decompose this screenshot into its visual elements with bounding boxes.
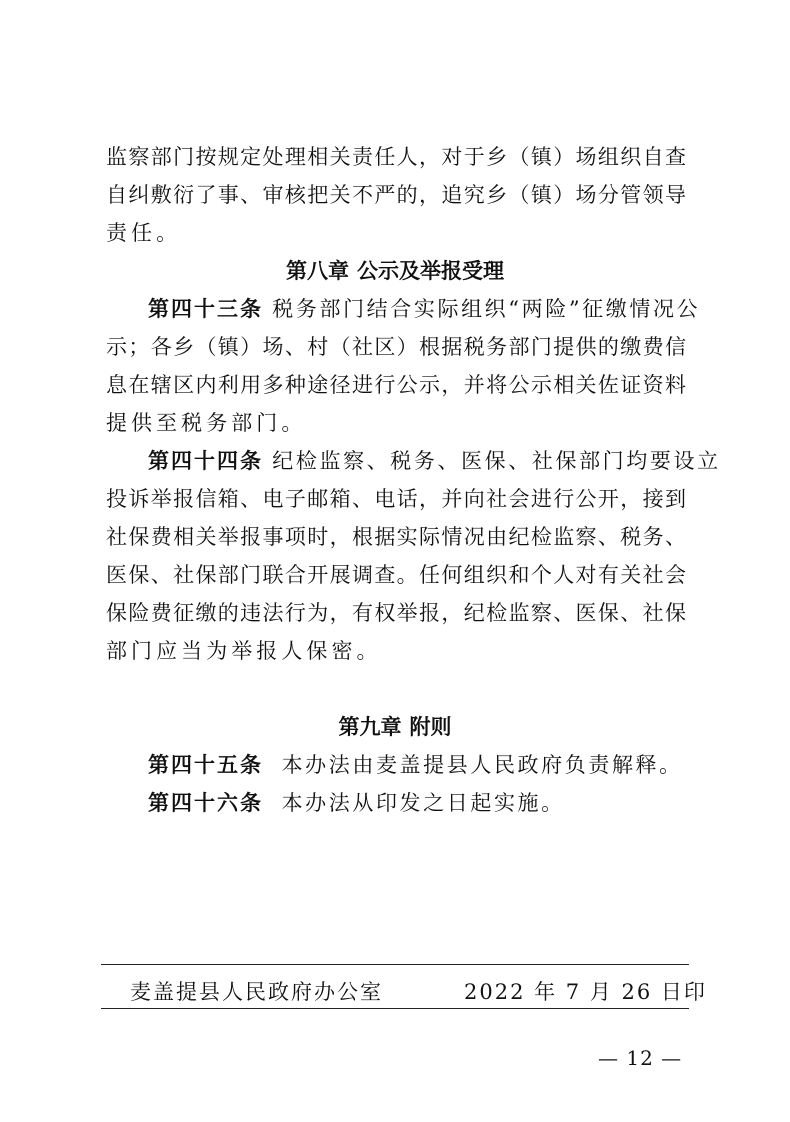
body-line: 息在辖区内利用多种途径进行公示，并将公示相关佐证资料 (106, 373, 686, 397)
article-label: 第四十四条 (148, 449, 263, 473)
article-line (148, 750, 686, 780)
article-text: 本办法由麦盖提县人民政府负责解释。 (281, 753, 683, 777)
chapter-title: 公示及举报受理 (357, 259, 504, 283)
body-line: 责任。 (106, 221, 182, 245)
article-text: 纪检监察、税务、医保、社保部门均要设立 (272, 449, 721, 473)
body-line: 部门应当为举报人保密。 (106, 639, 382, 663)
article-label: 第四十五条 (148, 753, 263, 777)
body-line: 医保、社保部门联合开展调查。任何组织和个人对有关社会 (106, 563, 686, 587)
chapter-number: 第八章 (286, 259, 349, 283)
article-text: 本办法从印发之日起实施。 (281, 791, 565, 815)
article-label: 第四十三条 (148, 297, 263, 321)
article-first-line (148, 294, 701, 324)
chapter-title: 附则 (409, 715, 452, 739)
page-number: — 12 — (598, 1046, 683, 1070)
footer-bottom-rule (101, 1008, 689, 1009)
body-line: 保险费征缴的违法行为，有权举报，纪检监察、医保、社保 (106, 601, 686, 625)
body-line: 示；各乡（镇）场、村（社区）根据税务部门提供的缴费信 (106, 335, 686, 359)
article-line (148, 788, 686, 818)
body-line: 自纠敷衍了事、审核把关不严的，追究乡（镇）场分管领导 (106, 183, 686, 207)
article-first-line (148, 446, 721, 476)
footer-issuer: 麦盖提县人民政府办公室 (130, 980, 383, 1004)
body-line: 投诉举报信箱、电子邮箱、电话，并向社会进行公开，接到 (106, 487, 686, 511)
chapter-number: 第九章 (338, 715, 402, 739)
body-line: 监察部门按规定处理相关责任人，对于乡（镇）场组织自查 (106, 145, 686, 169)
footer-date: 2022 年 7 月 26 日印 (464, 980, 707, 1004)
footer-top-rule (101, 964, 689, 965)
chapter-heading (0, 256, 790, 286)
chapter-heading (0, 712, 790, 742)
article-label: 第四十六条 (148, 791, 263, 815)
body-line: 提供至税务部门。 (106, 411, 307, 435)
body-line: 社保费相关举报事项时，根据实际情况由纪检监察、税务、 (106, 525, 686, 549)
article-text: 税务部门结合实际组织“两险”征缴情况公 (272, 297, 701, 321)
